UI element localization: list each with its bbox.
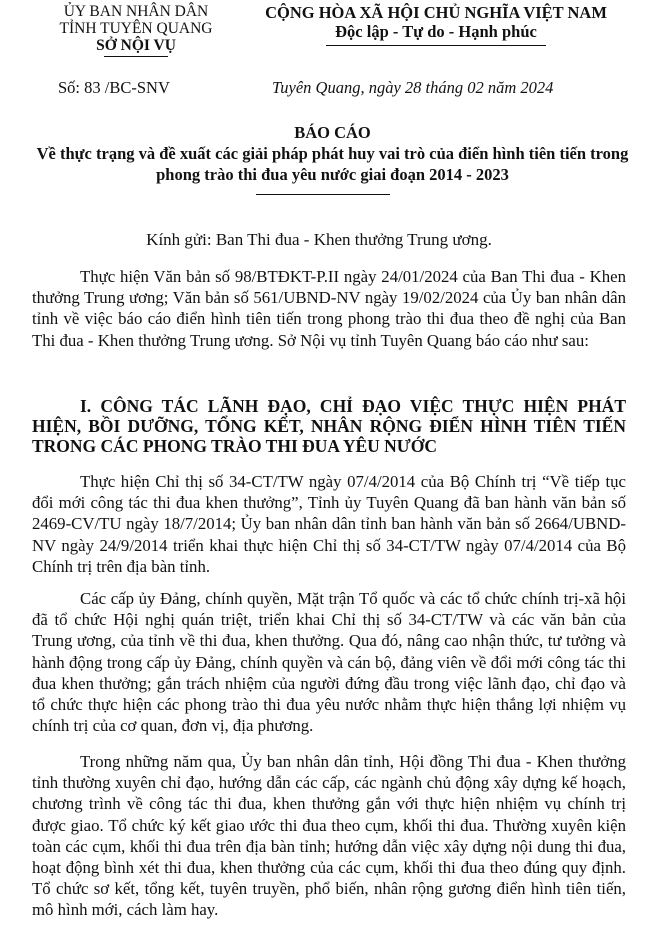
country-name: CỘNG HÒA XÃ HỘI CHỦ NGHĨA VIỆT NAM bbox=[265, 3, 607, 22]
agency-line-2: TỈNH TUYÊN QUANG bbox=[59, 20, 213, 37]
paragraph-2: Các cấp ủy Đảng, chính quyền, Mặt trận Tổ quốc và các tổ chức chính trị-xã hội đã tổ chức Hội nghị quán triệt, triển khai Chỉ thị số 34-CT/TW và các văn bản của Trung ương, của tỉnh về thi đua, khen thưởng. Qua đó, nâng cao nhận thức, tư tưởng và hành động trong cấp ủy Đảng, chính quyền và cán bộ, đảng viên về đổi mới công tác thi đua khen thưởng; gắn trách nhiệm của người đứng đầu trong việc lãnh đạo, chỉ đạo và tổ chức thực hiện các phong trào thi đua yêu nước nhằm thực hiện thắng lợi nhiệm vụ chính trị của cơ quan, đơn vị, địa phương. bbox=[32, 589, 626, 736]
issuing-agency bbox=[38, 3, 234, 54]
report-subject: Về thực trạng và đề xuất các giải pháp phát huy vai trò của điển hình tiên tiến trong phong trào thi đua yêu nước giai đoạn 2014 - 2023 bbox=[36, 144, 629, 184]
agency-line-1: ỦY BAN NHÂN DÂN bbox=[63, 3, 209, 20]
intro-paragraph: Thực hiện Văn bản số 98/BTĐKT-P.II ngày 24/01/2024 của Ban Thi đua - Khen thưởng Trung ương; Văn bản số 561/UBND-NV ngày 19/02/2024 của Ủy ban nhân dân tỉnh về việc báo cáo điển hình tiên tiến trong phong trào thi đua theo đề nghị của Ban Thi đua - Khen thưởng Trung ương. Sở Nội vụ tỉnh Tuyên Quang báo cáo như sau: bbox=[32, 267, 626, 350]
agency-underline bbox=[104, 56, 168, 57]
document-type: BÁO CÁO bbox=[294, 123, 371, 142]
agency-line-3: SỞ NỘI VỤ bbox=[96, 37, 176, 54]
national-header bbox=[246, 3, 626, 41]
document-number: Số: 83 /BC-SNV bbox=[58, 78, 170, 97]
motto-underline bbox=[326, 45, 546, 46]
title-underline bbox=[256, 194, 390, 195]
recipient: Kính gửi: Ban Thi đua - Khen thưởng Trung ương. bbox=[146, 230, 492, 249]
paragraph-3: Trong những năm qua, Ủy ban nhân dân tỉnh, Hội đồng Thi đua - Khen thưởng tỉnh thường xuyên chỉ đạo, hướng dẫn các cấp, các ngành chủ động xây dựng kế hoạch, chương trình về công tác thi đua, khen thưởng gắn với thực hiện nhiệm vụ chính trị được giao. Tổ chức ký kết giao ước thi đua theo cụm, khối thi đua. Thường xuyên kiện toàn các cụm, khối thi đua trên địa bàn tỉnh; hướng dẫn việc xây dựng nội dung thi đua, hoạt động bình xét thi đua, khen thưởng của các cụm, khối thi đua theo đúng quy định. Tổ chức sơ kết, tổng kết, tuyên truyền, phổ biến, nhân rộng gương điển hình tiên tiến, mô hình mới, cách làm hay. bbox=[32, 752, 626, 920]
motto: Độc lập - Tự do - Hạnh phúc bbox=[335, 22, 537, 41]
report-title bbox=[20, 122, 645, 185]
paragraph-1: Thực hiện Chỉ thị số 34-CT/TW ngày 07/4/2014 của Bộ Chính trị “Về tiếp tục đổi mới công tác thi đua khen thưởng”, Tỉnh ủy Tuyên Quang đã ban hành văn bản số 2469-CV/TU ngày 18/7/2014; Ủy ban nhân dân tỉnh ban hành văn bản số 2664/UBND-NV ngày 24/9/2014 triển khai thực hiện Chỉ thị số 34-CT/TW ngày 07/4/2014 của Bộ Chính trị trên địa bàn tỉnh. bbox=[32, 472, 626, 576]
section-1-heading: I. CÔNG TÁC LÃNH ĐẠO, CHỈ ĐẠO VIỆC THỰC HIỆN PHÁT HIỆN, BỒI DƯỠNG, TỔNG KẾT, NHÂN RỘNG ĐIỂN HÌNH TIÊN TIẾN TRONG CÁC PHONG TRÀO THI ĐUA YÊU NƯỚC bbox=[32, 396, 626, 456]
place-date: Tuyên Quang, ngày 28 tháng 02 năm 2024 bbox=[272, 78, 554, 97]
